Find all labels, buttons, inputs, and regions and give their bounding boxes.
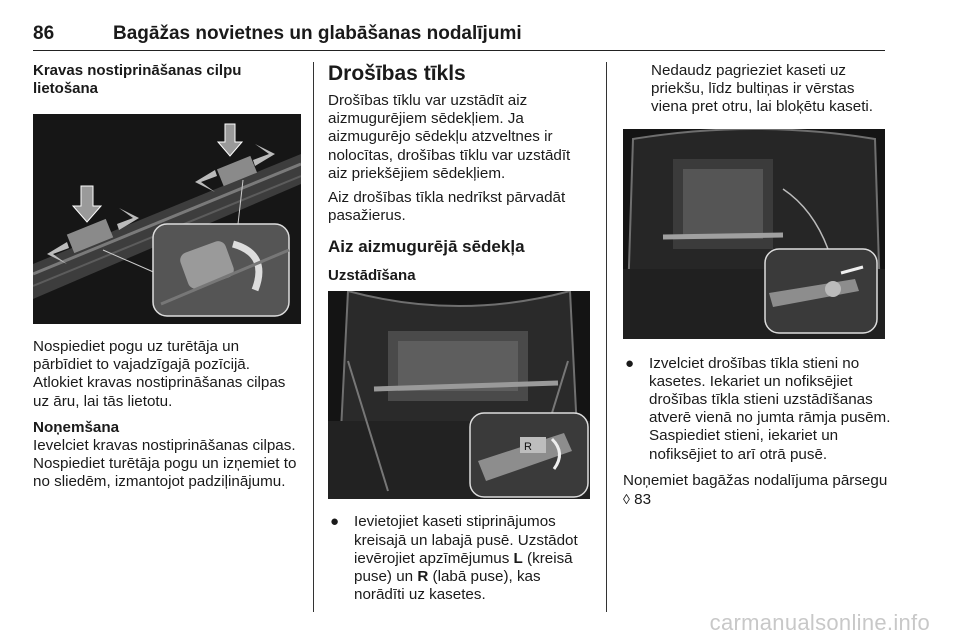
watermark: carmanualsonline.info [709, 610, 930, 635]
bullet-text: (kreisā puse) un [354, 549, 573, 586]
paragraph: Aiz drošības tīkla nedrīkst pārvadāt pasažierus. [328, 189, 566, 225]
list-item [623, 355, 891, 464]
bullet-text: Izvelciet drošības tīkla stieni no kasetes. Iekariet un nofiksējiet drošības tīkla stieni uzstādīšanas atverē vienā no jumta rāmja pusēm. Saspiediet stieni, iekariet un nofiksējiet to arī otrā pusē. [649, 354, 891, 463]
sub-heading: Noņemšana [33, 418, 120, 436]
column-2 [328, 62, 590, 604]
paragraph: Ievelciet kravas nostiprināšanas cilpas. Nospiediet turētāja pogu un izņemiet to no sliedēm, izmantojot padziļinājumu. [33, 437, 297, 491]
paragraph [623, 472, 891, 509]
section-heading: Aiz aizmugurējā sēdekļa [328, 237, 525, 257]
column-3 [623, 62, 891, 509]
paragraph: Nospiediet pogu uz turētāja un pārbīdiet to vajadzīgajā pozīcijā. Atlokiet kravas nostiprināšanas cilpas uz āru, lai tās lietotu. [33, 338, 286, 410]
sub-heading: Uzstādīšana [328, 267, 416, 285]
section-heading: Drošības tīkls [328, 62, 466, 85]
section-heading: Kravas nostiprināšanas cilpu lietošana [33, 62, 242, 97]
safety-net-cassette-figure [328, 291, 590, 499]
page-reference-link[interactable]: 83 [629, 491, 652, 509]
page-number: 86 [33, 23, 55, 44]
bullet-icon: ● [625, 354, 635, 372]
page-header [33, 20, 885, 51]
paragraph-text: Noņemiet bagāžas nodalījuma pārsegu [623, 471, 888, 489]
page-reference-icon: ◊ [623, 491, 630, 508]
list-item [328, 513, 590, 604]
paragraph: Nedaudz pagrieziet kaseti uz priekšu, līdz bultiņas ir vērstas viena pret otru, lai bloķētu kaseti. [651, 62, 874, 116]
safety-net-rod-figure [623, 129, 885, 339]
bullet-icon: ● [330, 513, 340, 531]
marker-right: R [417, 568, 429, 586]
cassette-label: R [524, 441, 532, 454]
page-title: Bagāžas novietnes un glabāšanas nodalījumi [113, 23, 522, 44]
paragraph: Drošības tīklu var uzstādīt aiz aizmugurējiem sēdekļiem. Ja aizmugurējo sēdekļu atzveltnes ir nolocītas, drošības tīklu var uzstādīt aiz priekšējiem sēdekļiem. [328, 92, 571, 182]
marker-left: L [513, 549, 523, 567]
column-divider [606, 62, 607, 612]
bullet-text: (labā puse), kas norādīti uz kasetes. [354, 568, 541, 604]
bullet-text: Ievietojiet kaseti stiprinājumos kreisajā un labajā pusē. Uzstādot ievērojiet apzīmējumus [354, 513, 578, 567]
column-divider [313, 62, 314, 612]
column-1 [33, 62, 301, 492]
lashing-eye-figure [33, 114, 301, 324]
